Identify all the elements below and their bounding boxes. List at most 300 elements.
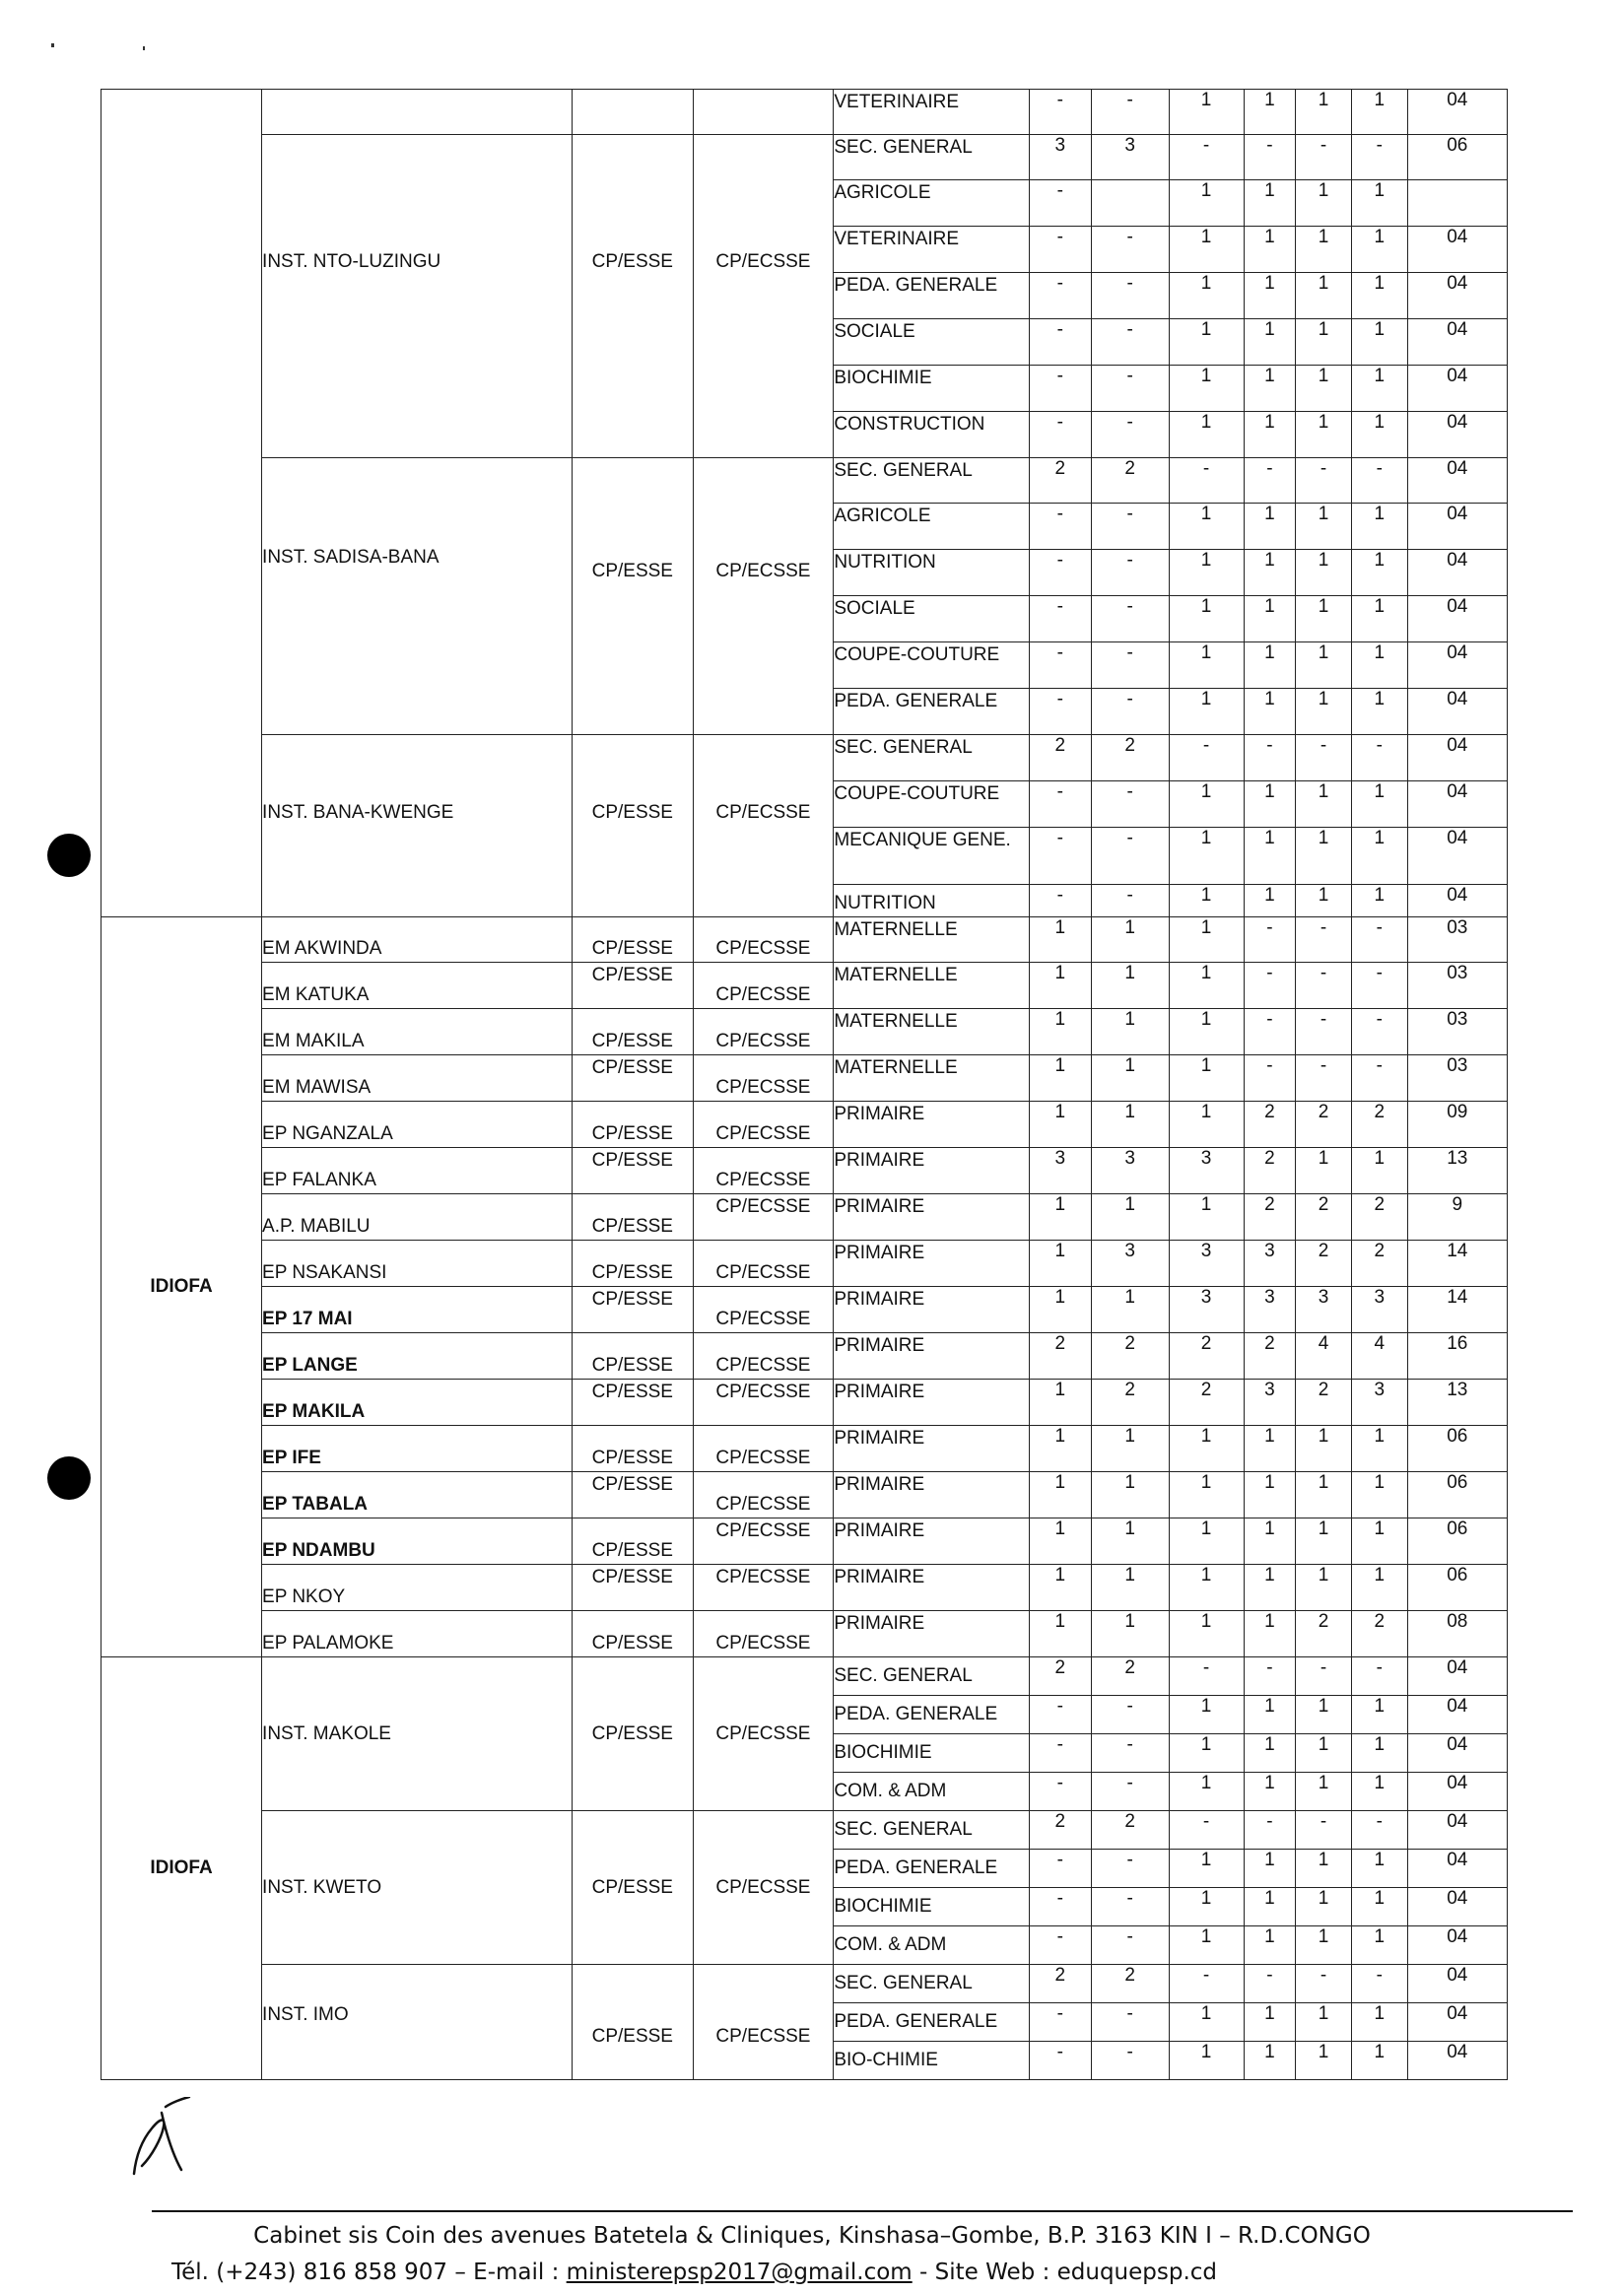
table-row: [102, 1055, 1508, 1102]
count-cell: 3: [1169, 1287, 1244, 1333]
cp-ecsse-cell: CP/ECSSE: [693, 1102, 834, 1148]
section-cell: PRIMAIRE: [834, 1426, 1030, 1472]
count-cell: -: [1029, 1734, 1091, 1773]
cp-esse-cell: CP/ESSE: [573, 1380, 694, 1426]
total-cell: 03: [1407, 963, 1507, 1009]
count-cell: 1: [1296, 2003, 1352, 2042]
section-cell: MATERNELLE: [834, 963, 1030, 1009]
count-cell: -: [1091, 596, 1169, 642]
school-name: INST. KWETO: [262, 1811, 573, 1965]
count-cell: 1: [1169, 1888, 1244, 1926]
count-cell: 1: [1169, 689, 1244, 735]
count-cell: -: [1244, 1055, 1296, 1102]
count-cell: -: [1169, 735, 1244, 781]
section-cell: VETERINAIRE: [834, 227, 1030, 273]
count-cell: 1: [1296, 227, 1352, 273]
count-cell: -: [1244, 735, 1296, 781]
count-cell: 2: [1296, 1102, 1352, 1148]
count-cell: -: [1244, 1811, 1296, 1850]
count-cell: 1: [1296, 689, 1352, 735]
count-cell: 1: [1296, 596, 1352, 642]
count-cell: 1: [1244, 828, 1296, 885]
footer-phone: Tél. (+243) 816 858 907 – E-mail :: [171, 2260, 567, 2285]
total-cell: 04: [1407, 319, 1507, 366]
count-cell: -: [1029, 366, 1091, 412]
school-name: INST. MAKOLE: [262, 1657, 573, 1811]
section-cell: PRIMAIRE: [834, 1518, 1030, 1565]
count-cell: -: [1029, 2042, 1091, 2080]
count-cell: 1: [1244, 642, 1296, 689]
count-cell: 1: [1351, 504, 1407, 550]
count-cell: -: [1091, 550, 1169, 596]
count-cell: 1: [1029, 1194, 1091, 1241]
count-cell: 1: [1244, 1426, 1296, 1472]
total-cell: 04: [1407, 1926, 1507, 1965]
school-name: [262, 90, 573, 135]
count-cell: -: [1296, 735, 1352, 781]
section-cell: COM. & ADM: [834, 1926, 1030, 1965]
count-cell: 1: [1351, 781, 1407, 828]
school-name: EP 17 MAI: [262, 1287, 573, 1333]
count-cell: 1: [1244, 781, 1296, 828]
table-row: [102, 1426, 1508, 1472]
count-cell: [1091, 180, 1169, 227]
count-cell: 1: [1169, 1472, 1244, 1518]
count-cell: 1: [1169, 828, 1244, 885]
count-cell: 1: [1169, 1926, 1244, 1965]
district-cell: IDIOFA: [102, 1657, 262, 2080]
count-cell: 3: [1351, 1287, 1407, 1333]
count-cell: 1: [1029, 1565, 1091, 1611]
footer-divider: [152, 2210, 1573, 2212]
count-cell: 1: [1091, 1565, 1169, 1611]
section-cell: PEDA. GENERALE: [834, 689, 1030, 735]
count-cell: 1: [1029, 1611, 1091, 1657]
count-cell: 1: [1244, 1773, 1296, 1811]
count-cell: 1: [1351, 1565, 1407, 1611]
count-cell: 4: [1296, 1333, 1352, 1380]
cp-esse-cell: CP/ESSE: [573, 135, 694, 458]
count-cell: 1: [1091, 1611, 1169, 1657]
count-cell: 1: [1169, 1055, 1244, 1102]
cp-ecsse-cell: [693, 90, 834, 135]
count-cell: -: [1029, 642, 1091, 689]
count-cell: 2: [1091, 735, 1169, 781]
total-cell: 04: [1407, 412, 1507, 458]
section-cell: AGRICOLE: [834, 180, 1030, 227]
count-cell: 2: [1244, 1194, 1296, 1241]
table-row: [102, 1472, 1508, 1518]
count-cell: -: [1029, 504, 1091, 550]
footer-website: - Site Web : eduquepsp.cd: [912, 2260, 1218, 2285]
count-cell: 1: [1351, 596, 1407, 642]
school-name: EP FALANKA: [262, 1148, 573, 1194]
section-cell: PEDA. GENERALE: [834, 273, 1030, 319]
count-cell: 1: [1091, 1055, 1169, 1102]
count-cell: -: [1029, 90, 1091, 135]
count-cell: 1: [1296, 319, 1352, 366]
count-cell: 1: [1351, 227, 1407, 273]
signature-mark: [126, 2097, 195, 2176]
count-cell: 1: [1244, 1518, 1296, 1565]
punch-hole: [47, 1456, 91, 1500]
count-cell: 1: [1351, 412, 1407, 458]
count-cell: -: [1351, 458, 1407, 504]
count-cell: 1: [1244, 689, 1296, 735]
count-cell: -: [1029, 885, 1091, 917]
count-cell: -: [1351, 1811, 1407, 1850]
cp-esse-cell: CP/ESSE: [573, 1148, 694, 1194]
scan-speck: [51, 43, 54, 47]
count-cell: 1: [1244, 1850, 1296, 1888]
district-cell: [102, 90, 262, 917]
count-cell: 1: [1351, 1696, 1407, 1734]
count-cell: -: [1296, 1657, 1352, 1696]
count-cell: 1: [1296, 1518, 1352, 1565]
count-cell: 1: [1296, 90, 1352, 135]
count-cell: 2: [1029, 735, 1091, 781]
count-cell: 1: [1169, 1850, 1244, 1888]
count-cell: 3: [1091, 1148, 1169, 1194]
cp-ecsse-cell: CP/ECSSE: [693, 917, 834, 963]
total-cell: 13: [1407, 1380, 1507, 1426]
total-cell: 04: [1407, 550, 1507, 596]
count-cell: 2: [1296, 1241, 1352, 1287]
count-cell: 1: [1169, 963, 1244, 1009]
count-cell: 1: [1091, 1102, 1169, 1148]
cp-esse-cell: CP/ESSE: [573, 1102, 694, 1148]
count-cell: -: [1091, 227, 1169, 273]
scan-speck: [143, 46, 145, 50]
cp-esse-cell: CP/ESSE: [573, 1611, 694, 1657]
section-cell: PRIMAIRE: [834, 1380, 1030, 1426]
total-cell: 04: [1407, 273, 1507, 319]
school-name: EP MAKILA: [262, 1380, 573, 1426]
section-cell: SEC. GENERAL: [834, 1657, 1030, 1696]
count-cell: 1: [1351, 2042, 1407, 2080]
count-cell: 1: [1244, 412, 1296, 458]
count-cell: 1: [1244, 1565, 1296, 1611]
cp-esse-cell: CP/ESSE: [573, 1241, 694, 1287]
footer-email-link[interactable]: ministerepsp2017@gmail.com: [566, 2260, 913, 2285]
count-cell: 1: [1351, 642, 1407, 689]
count-cell: -: [1029, 2003, 1091, 2042]
cp-esse-cell: CP/ESSE: [573, 1472, 694, 1518]
count-cell: 2: [1091, 458, 1169, 504]
section-cell: PEDA. GENERALE: [834, 1850, 1030, 1888]
school-name: A.P. MABILU: [262, 1194, 573, 1241]
total-cell: 04: [1407, 781, 1507, 828]
count-cell: -: [1091, 366, 1169, 412]
school-name: EM KATUKA: [262, 963, 573, 1009]
section-cell: SEC. GENERAL: [834, 1965, 1030, 2003]
count-cell: 3: [1244, 1287, 1296, 1333]
cp-ecsse-cell: CP/ECSSE: [693, 1472, 834, 1518]
count-cell: 1: [1296, 1926, 1352, 1965]
section-cell: SOCIALE: [834, 596, 1030, 642]
table-row: [102, 458, 1508, 504]
section-cell: NUTRITION: [834, 550, 1030, 596]
section-cell: PRIMAIRE: [834, 1472, 1030, 1518]
count-cell: 2: [1091, 1333, 1169, 1380]
section-cell: SOCIALE: [834, 319, 1030, 366]
count-cell: 1: [1296, 1426, 1352, 1472]
cp-ecsse-cell: CP/ECSSE: [693, 1518, 834, 1565]
section-cell: MATERNELLE: [834, 917, 1030, 963]
count-cell: 2: [1029, 1333, 1091, 1380]
table-row: [102, 1333, 1508, 1380]
count-cell: -: [1091, 828, 1169, 885]
total-cell: 04: [1407, 1811, 1507, 1850]
count-cell: 1: [1169, 1518, 1244, 1565]
count-cell: 2: [1351, 1611, 1407, 1657]
count-cell: 1: [1169, 885, 1244, 917]
count-cell: -: [1351, 917, 1407, 963]
total-cell: 04: [1407, 1734, 1507, 1773]
count-cell: -: [1296, 1811, 1352, 1850]
total-cell: 04: [1407, 366, 1507, 412]
cp-ecsse-cell: CP/ECSSE: [693, 1811, 834, 1965]
count-cell: 1: [1169, 917, 1244, 963]
school-name: EP LANGE: [262, 1333, 573, 1380]
count-cell: 1: [1169, 1426, 1244, 1472]
count-cell: 1: [1296, 885, 1352, 917]
count-cell: 1: [1091, 1009, 1169, 1055]
count-cell: 1: [1169, 1009, 1244, 1055]
cp-ecsse-cell: CP/ECSSE: [693, 135, 834, 458]
total-cell: 04: [1407, 689, 1507, 735]
count-cell: 1: [1296, 1696, 1352, 1734]
total-cell: 14: [1407, 1241, 1507, 1287]
section-cell: BIOCHIMIE: [834, 366, 1030, 412]
cp-esse-cell: CP/ESSE: [573, 1565, 694, 1611]
count-cell: 1: [1351, 273, 1407, 319]
cp-esse-cell: CP/ESSE: [573, 735, 694, 917]
total-cell: 04: [1407, 504, 1507, 550]
count-cell: 2: [1296, 1611, 1352, 1657]
cp-ecsse-cell: CP/ECSSE: [693, 1657, 834, 1811]
total-cell: 04: [1407, 458, 1507, 504]
school-name: EP PALAMOKE: [262, 1611, 573, 1657]
section-cell: PRIMAIRE: [834, 1611, 1030, 1657]
cp-ecsse-cell: CP/ECSSE: [693, 1148, 834, 1194]
school-name: EP NKOY: [262, 1565, 573, 1611]
count-cell: -: [1244, 917, 1296, 963]
count-cell: 1: [1091, 963, 1169, 1009]
count-cell: -: [1091, 1734, 1169, 1773]
cp-esse-cell: CP/ESSE: [573, 1657, 694, 1811]
count-cell: 3: [1351, 1380, 1407, 1426]
count-cell: 1: [1244, 180, 1296, 227]
count-cell: -: [1091, 504, 1169, 550]
count-cell: -: [1244, 1657, 1296, 1696]
count-cell: 1: [1169, 642, 1244, 689]
section-cell: CONSTRUCTION: [834, 412, 1030, 458]
count-cell: 1: [1169, 781, 1244, 828]
section-cell: MECANIQUE GENE.: [834, 828, 1030, 885]
count-cell: -: [1091, 1926, 1169, 1965]
count-cell: 1: [1029, 1380, 1091, 1426]
cp-ecsse-cell: CP/ECSSE: [693, 1009, 834, 1055]
count-cell: 1: [1244, 319, 1296, 366]
school-name: EP IFE: [262, 1426, 573, 1472]
count-cell: -: [1029, 596, 1091, 642]
count-cell: -: [1244, 458, 1296, 504]
cp-ecsse-cell: CP/ECSSE: [693, 1380, 834, 1426]
count-cell: 1: [1296, 1850, 1352, 1888]
count-cell: 1: [1169, 1773, 1244, 1811]
count-cell: 1: [1091, 1287, 1169, 1333]
total-cell: 04: [1407, 596, 1507, 642]
total-cell: 08: [1407, 1611, 1507, 1657]
school-name: EP TABALA: [262, 1472, 573, 1518]
school-name: EP NGANZALA: [262, 1102, 573, 1148]
count-cell: -: [1029, 550, 1091, 596]
cp-ecsse-cell: CP/ECSSE: [693, 1055, 834, 1102]
table-row: [102, 917, 1508, 963]
count-cell: -: [1351, 1055, 1407, 1102]
total-cell: 06: [1407, 1472, 1507, 1518]
school-name: INST. BANA-KWENGE: [262, 735, 573, 917]
count-cell: -: [1091, 2003, 1169, 2042]
count-cell: 1: [1169, 596, 1244, 642]
count-cell: 1: [1296, 642, 1352, 689]
count-cell: 1: [1351, 1888, 1407, 1926]
cp-esse-cell: CP/ESSE: [573, 1811, 694, 1965]
school-name: INST. SADISA-BANA: [262, 458, 573, 735]
count-cell: -: [1091, 273, 1169, 319]
count-cell: 1: [1351, 1472, 1407, 1518]
school-name: EM MAWISA: [262, 1055, 573, 1102]
section-cell: PRIMAIRE: [834, 1333, 1030, 1380]
count-cell: -: [1169, 458, 1244, 504]
count-cell: -: [1091, 1888, 1169, 1926]
count-cell: 1: [1169, 366, 1244, 412]
count-cell: -: [1091, 2042, 1169, 2080]
cp-esse-cell: [573, 90, 694, 135]
count-cell: 1: [1351, 180, 1407, 227]
count-cell: 1: [1169, 412, 1244, 458]
count-cell: -: [1029, 1888, 1091, 1926]
cp-ecsse-cell: CP/ECSSE: [693, 1426, 834, 1472]
total-cell: 06: [1407, 1518, 1507, 1565]
count-cell: -: [1169, 1811, 1244, 1850]
count-cell: -: [1091, 319, 1169, 366]
section-cell: BIO-CHIMIE: [834, 2042, 1030, 2080]
count-cell: -: [1244, 1965, 1296, 2003]
count-cell: 1: [1169, 550, 1244, 596]
count-cell: 1: [1244, 596, 1296, 642]
count-cell: -: [1296, 1009, 1352, 1055]
count-cell: -: [1296, 135, 1352, 180]
table-row: [102, 735, 1508, 781]
count-cell: 1: [1351, 1734, 1407, 1773]
staffing-table: [101, 89, 1508, 2080]
count-cell: 1: [1169, 1611, 1244, 1657]
count-cell: 1: [1296, 1148, 1352, 1194]
table-row: [102, 1102, 1508, 1148]
total-cell: 16: [1407, 1333, 1507, 1380]
footer-contact: [171, 2260, 1217, 2285]
count-cell: -: [1091, 412, 1169, 458]
count-cell: 1: [1244, 227, 1296, 273]
section-cell: PRIMAIRE: [834, 1241, 1030, 1287]
count-cell: -: [1244, 135, 1296, 180]
count-cell: 1: [1169, 1194, 1244, 1241]
table-row: [102, 1811, 1508, 1850]
table-row: [102, 1009, 1508, 1055]
count-cell: 1: [1296, 412, 1352, 458]
punch-hole: [47, 834, 91, 877]
count-cell: -: [1351, 963, 1407, 1009]
count-cell: -: [1029, 319, 1091, 366]
count-cell: 1: [1169, 180, 1244, 227]
count-cell: 1: [1351, 366, 1407, 412]
section-cell: COUPE-COUTURE: [834, 781, 1030, 828]
district-cell: IDIOFA: [102, 917, 262, 1657]
total-cell: 04: [1407, 1888, 1507, 1926]
section-cell: AGRICOLE: [834, 504, 1030, 550]
count-cell: 2: [1091, 1811, 1169, 1850]
count-cell: 1: [1296, 550, 1352, 596]
cp-esse-cell: CP/ESSE: [573, 1194, 694, 1241]
count-cell: -: [1029, 828, 1091, 885]
count-cell: 1: [1029, 1426, 1091, 1472]
total-cell: 04: [1407, 642, 1507, 689]
count-cell: 1: [1296, 1888, 1352, 1926]
total-cell: 03: [1407, 917, 1507, 963]
count-cell: -: [1091, 1696, 1169, 1734]
school-name: INST. IMO: [262, 1965, 573, 2080]
total-cell: 06: [1407, 1565, 1507, 1611]
count-cell: 1: [1169, 2003, 1244, 2042]
count-cell: -: [1351, 735, 1407, 781]
total-cell: 04: [1407, 828, 1507, 885]
count-cell: 1: [1029, 1009, 1091, 1055]
count-cell: -: [1244, 1009, 1296, 1055]
total-cell: 04: [1407, 2003, 1507, 2042]
count-cell: 1: [1029, 1241, 1091, 1287]
cp-ecsse-cell: CP/ECSSE: [693, 458, 834, 735]
count-cell: -: [1029, 1926, 1091, 1965]
count-cell: 1: [1296, 1472, 1352, 1518]
section-cell: MATERNELLE: [834, 1055, 1030, 1102]
total-cell: [1407, 180, 1507, 227]
cp-esse-cell: CP/ESSE: [573, 963, 694, 1009]
count-cell: 1: [1244, 90, 1296, 135]
count-cell: 3: [1244, 1241, 1296, 1287]
section-cell: BIOCHIMIE: [834, 1734, 1030, 1773]
count-cell: 2: [1091, 1380, 1169, 1426]
count-cell: 1: [1351, 1518, 1407, 1565]
count-cell: -: [1169, 1965, 1244, 2003]
count-cell: 2: [1091, 1657, 1169, 1696]
count-cell: 1: [1169, 90, 1244, 135]
count-cell: -: [1029, 1850, 1091, 1888]
count-cell: 2: [1169, 1380, 1244, 1426]
count-cell: 2: [1351, 1241, 1407, 1287]
count-cell: 1: [1351, 1148, 1407, 1194]
count-cell: 1: [1169, 1734, 1244, 1773]
count-cell: -: [1169, 135, 1244, 180]
count-cell: 2: [1351, 1102, 1407, 1148]
count-cell: 1: [1351, 90, 1407, 135]
count-cell: 2: [1169, 1333, 1244, 1380]
total-cell: 06: [1407, 1426, 1507, 1472]
count-cell: 1: [1169, 1102, 1244, 1148]
count-cell: 1: [1169, 319, 1244, 366]
table-row: [102, 1518, 1508, 1565]
